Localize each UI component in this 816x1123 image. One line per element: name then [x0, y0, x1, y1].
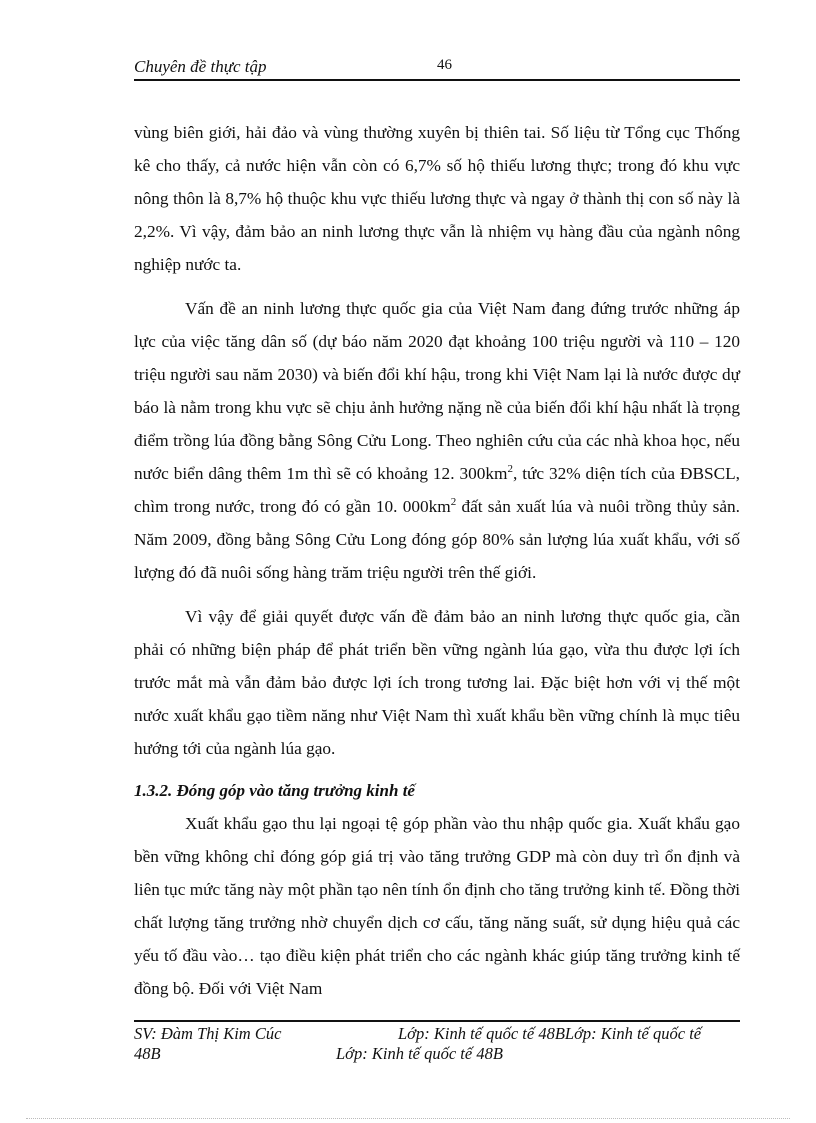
paragraph-1: vùng biên giới, hải đảo và vùng thường xuyên bị thiên tai. Số liệu từ Tổng cục Thống kê cho thấy, cả nước hiện vẫn còn có 6,7% số hộ thiếu lương thực; trong đó khu vực nông thôn là 8,7% hộ thuộc khu vực thiếu lương thực và ngay ở thành thị con số này là 2,2%. Vì vậy, đảm bảo an ninh lương thực vẫn là nhiệm vụ hàng đầu của ngành nông nghiệp nước ta.: [134, 123, 740, 274]
section-heading: 1.3.2. Đóng góp vào tăng trưởng kinh tế: [134, 781, 415, 800]
paragraph-2-part-b: , tức 32% diện tích của ĐBSCL, chìm trong nước, trong đó có gần 10. 000km: [134, 464, 740, 516]
footer-class-line-2: Lớp: Kinh tế quốc tế 48B: [336, 1044, 503, 1063]
paragraph-2-part-c: đất sản xuất lúa và nuôi trồng thủy sản. Năm 2009, đồng bằng Sông Cửu Long đóng góp 80% sản lượng lúa xuất khẩu, với số lượng đó đã nuôi sống hàng trăm triệu người trên thế giới.: [134, 497, 740, 582]
footer-divider: [134, 1020, 740, 1022]
paragraph-2-part-a: Vấn đề an ninh lương thực quốc gia của Việt Nam đang đứng trước những áp lực của việc tăng dân số (dự báo năm 2020 đạt khoảng 100 triệu người và 110 – 120 triệu người sau năm 2030) và biến đổi khí hậu, trong khi Việt Nam lại là nước được dự báo là nằm trong khu vực sẽ chịu ảnh hưởng nặng nề của biến đổi khí hậu nhất là trọng điểm trồng lúa đồng bằng Sông Cửu Long. Theo nghiên cứu của các nhà khoa học, nếu nước biển dâng thêm 1m thì sẽ có khoảng 12. 300km: [134, 299, 740, 483]
header-title: Chuyên đề thực tập: [134, 57, 267, 76]
header-divider: [134, 79, 740, 81]
footer-student: SV: Đàm Thị Kim Cúc: [134, 1024, 282, 1043]
superscript-squared: 2: [507, 463, 513, 476]
page-footer: [134, 1024, 774, 1064]
document-body: [134, 116, 740, 1005]
footer-class-line-1: Lớp: Kinh tế quốc tế 48BLớp: Kinh tế quốc tế: [398, 1024, 702, 1043]
page-number: 46: [437, 57, 452, 73]
superscript-squared: 2: [450, 496, 457, 509]
paragraph-3: Vì vậy để giải quyết được vấn đề đảm bảo an ninh lương thực quốc gia, cần phải có những biện pháp để phát triển bền vững ngành lúa gạo, vừa thu được lợi ích trước mắt mà vẫn đảm bảo được lợi ích trong tương lai. Đặc biệt hơn với vị thế một nước xuất khẩu gạo tiềm năng như Việt Nam thì xuất khẩu bền vững chính là mục tiêu hướng tới của ngành lúa gạo.: [134, 607, 740, 758]
footer-year: 48B: [134, 1044, 161, 1063]
page-edge-dotted-line: [26, 1118, 790, 1119]
paragraph-2: [134, 292, 740, 589]
paragraph-4: Xuất khẩu gạo thu lại ngoại tệ góp phần vào thu nhập quốc gia. Xuất khẩu gạo bền vững không chỉ đóng góp giá trị vào tăng trưởng GDP mà còn duy trì ổn định và liên tục mức tăng này một phần tạo nên tính ổn định cho tăng trưởng kinh tế. Đồng thời chất lượng tăng trưởng nhờ chuyển dịch cơ cấu, tăng năng suất, sử dụng hiệu quả các yếu tố đầu vào… tạo điều kiện phát triển cho các ngành khác giúp tăng trưởng kinh tế đồng bộ. Đối với Việt Nam: [134, 814, 740, 998]
